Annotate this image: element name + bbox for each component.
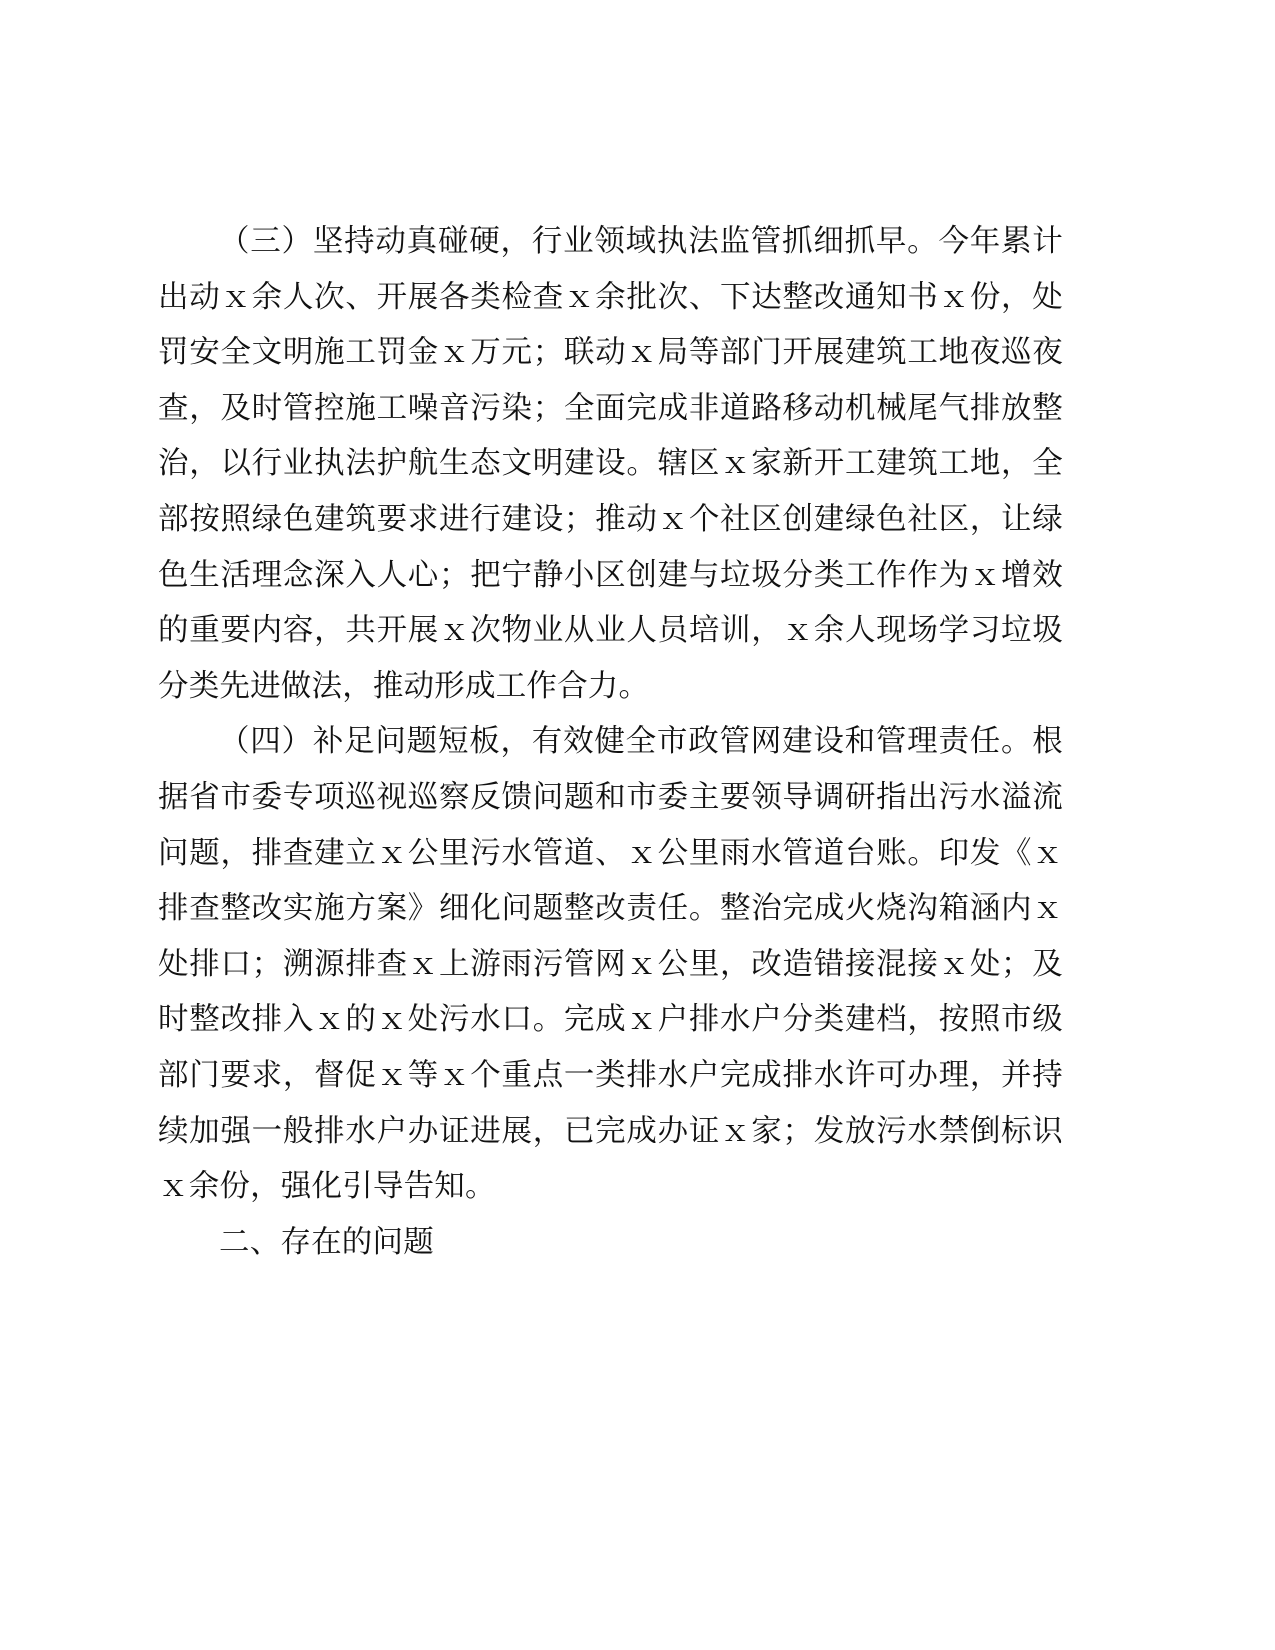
section-heading: 二、存在的问题 [219, 1224, 434, 1260]
paragraph-enforcement: （三）坚持动真碰硬，行业领域执法监管抓细抓早。今年累计出动ｘ余人次、开展各类检查ｘ余批次、下达整改通知书ｘ份，处罚安全文明施工罚金ｘ万元；联动ｘ局等部门开展建筑工地夜巡夜查，及时管控施工噪音污染；全面完成非道路移动机械尾气排放整治，以行业执法护航生态文明建设。辖区ｘ家新开工建筑工地，全部按照绿色建筑要求进行建设；推动ｘ个社区创建绿色社区，让绿色生活理念深入人心；把宁静小区创建与垃圾分类工作作为ｘ增效的重要内容，共开展ｘ次物业从业人员培训，ｘ余人现场学习垃圾分类先进做法，推动形成工作合力。 [158, 224, 1063, 704]
paragraph-pipe-network: （四）补足问题短板，有效健全市政管网建设和管理责任。根据省市委专项巡视巡察反馈问题和市委主要领导调研指出污水溢流问题，排查建立ｘ公里污水管道、ｘ公里雨水管道台账。印发《ｘ排查整改实施方案》细化问题整改责任。整治完成火烧沟箱涵内ｘ处排口；溯源排查ｘ上游雨污管网ｘ公里，改造错接混接ｘ处；及时整改排入ｘ的ｘ处污水口。完成ｘ户排水户分类建档，按照市级部门要求，督促ｘ等ｘ个重点一类排水户完成排水许可办理，并持续加强一般排水户办证进展，已完成办证ｘ家；发放污水禁倒标识ｘ余份，强化引导告知。 [158, 724, 1063, 1205]
document-body [158, 214, 1063, 1270]
